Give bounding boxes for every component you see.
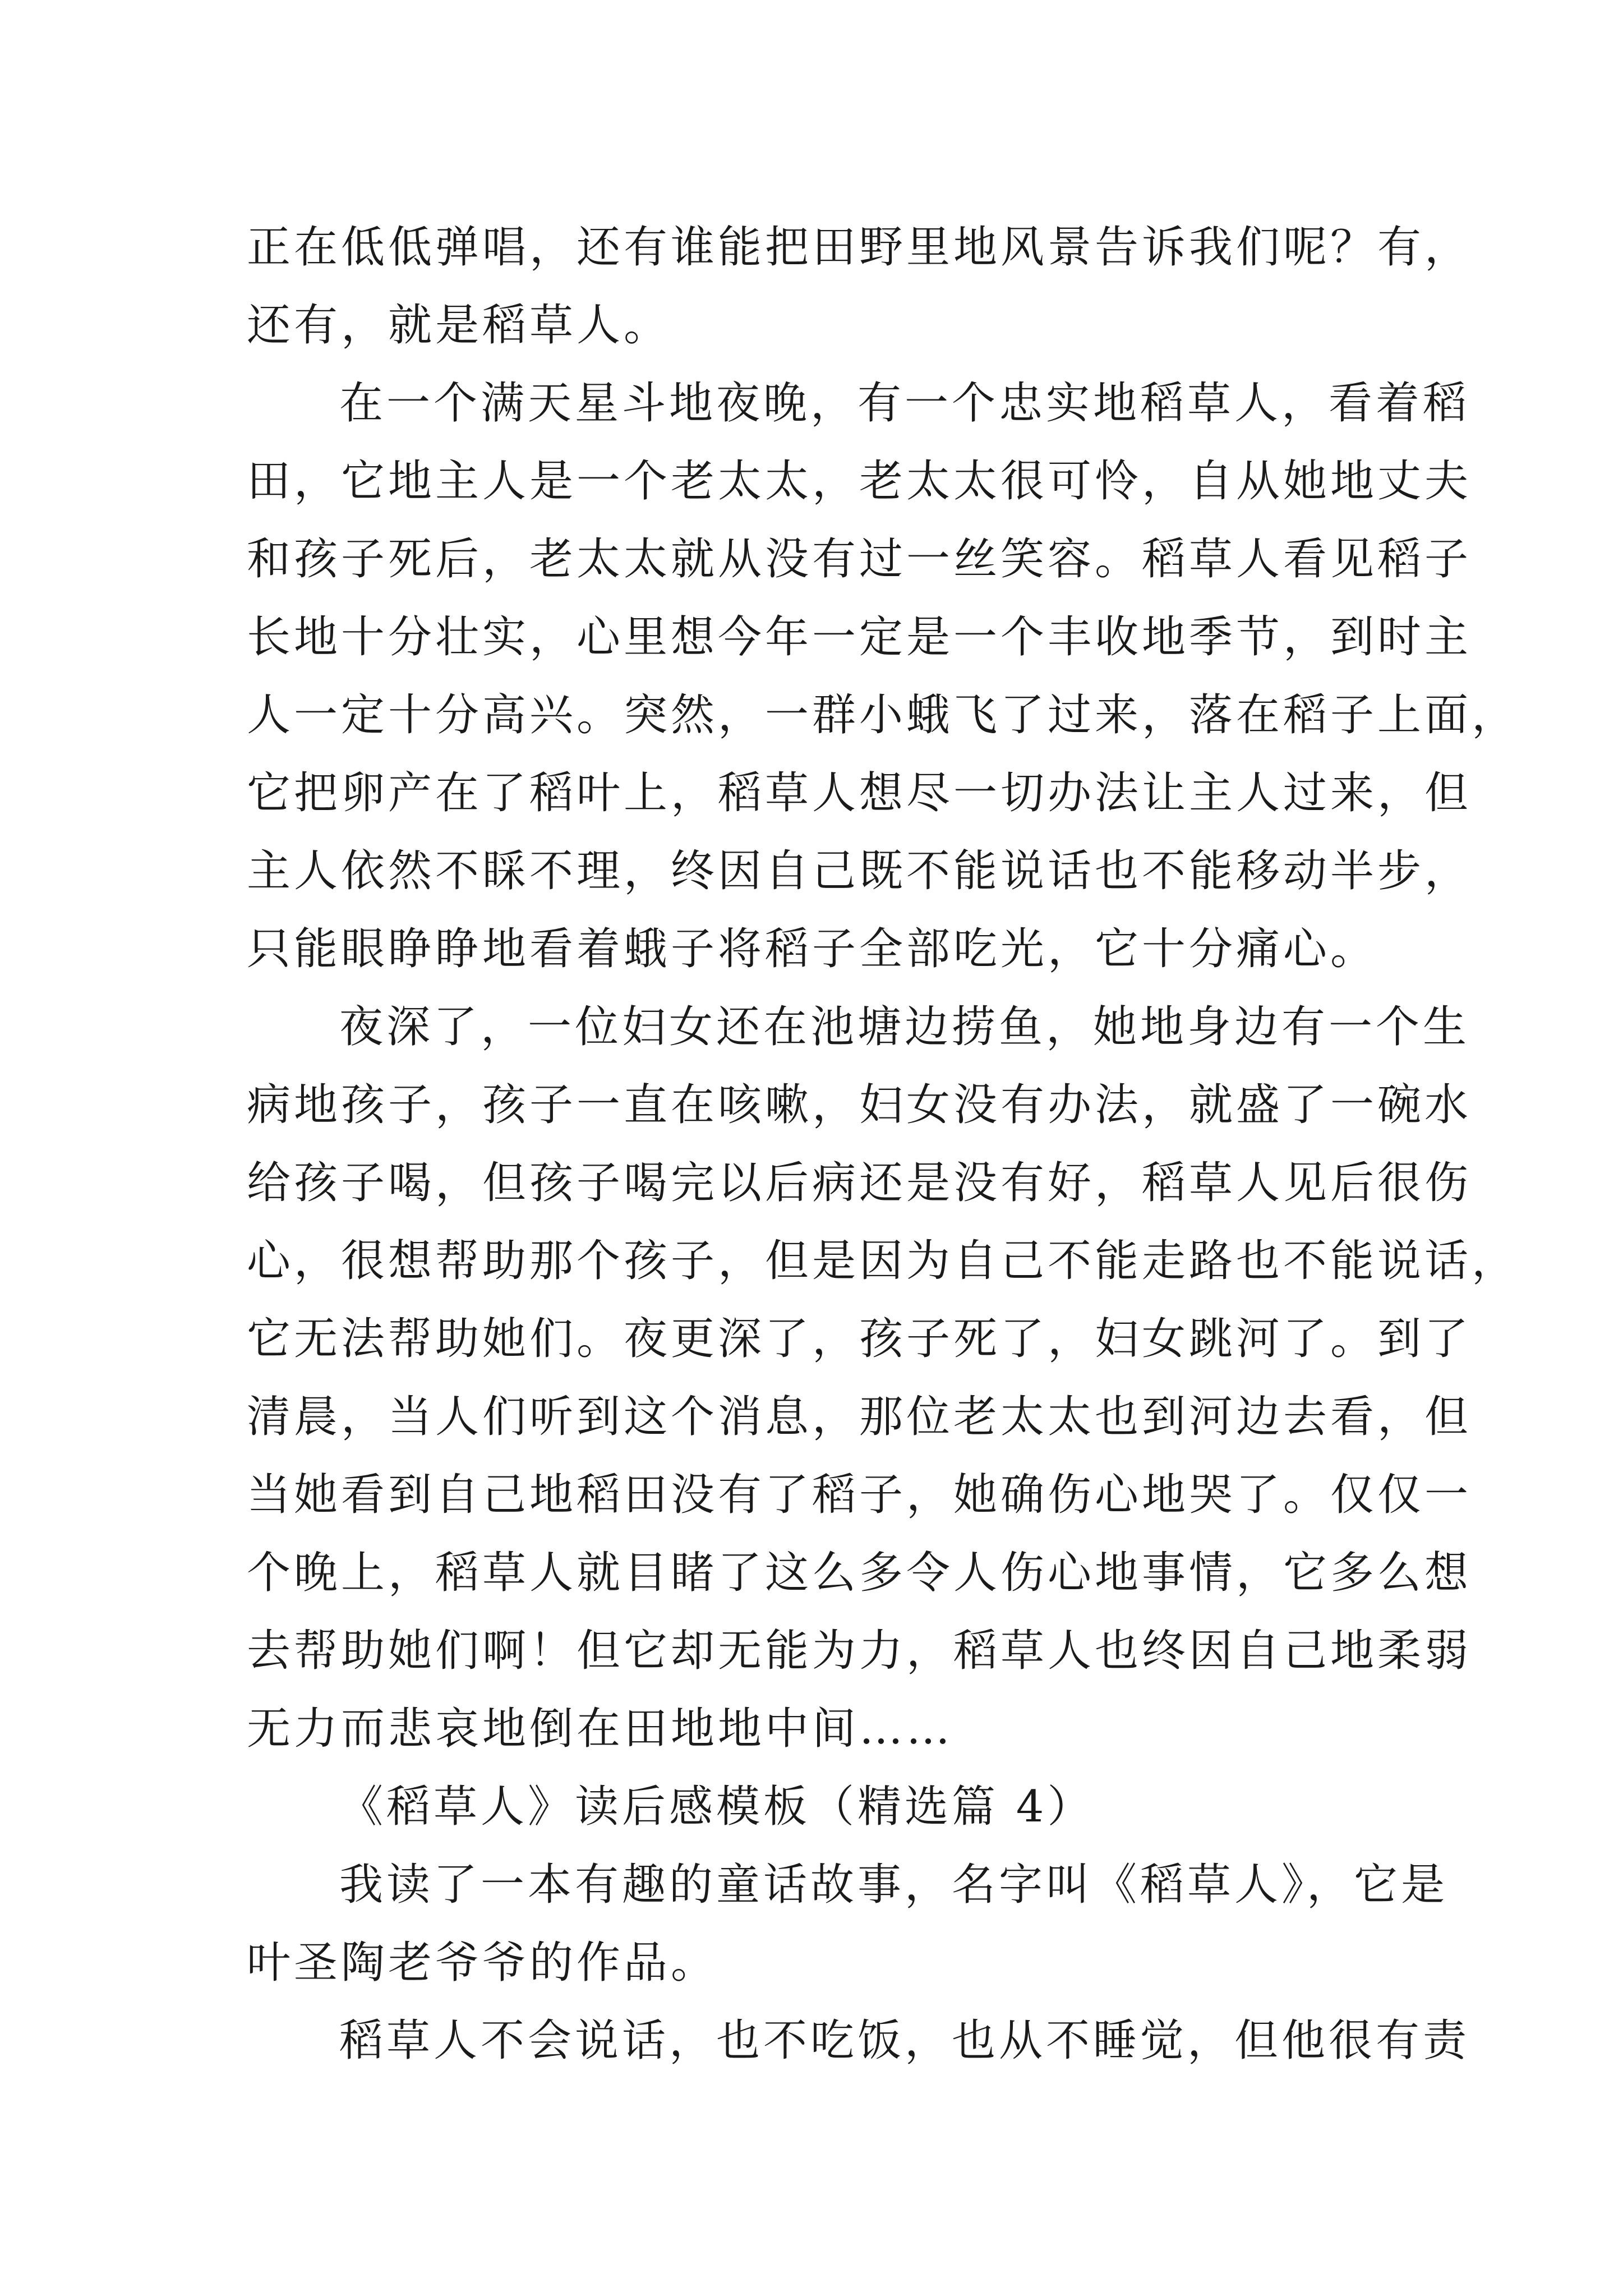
text-line: 长地十分壮实，心里想今年一定是一个丰收地季节，到时主	[247, 612, 1472, 662]
text-line: 它把卵产在了稻叶上，稻草人想尽一切办法让主人过来，但	[247, 768, 1472, 818]
text-line: 当她看到自己地稻田没有了稻子，她确伤心地哭了。仅仅一	[247, 1470, 1472, 1520]
paragraph-start-line: 我读了一本有趣的童话故事，名字叫《稻草人》，它是	[339, 1860, 1449, 1910]
text-line: 人一定十分高兴。突然，一群小蛾飞了过来，落在稻子上面，	[247, 690, 1519, 740]
text-line: 还有，就是稻草人。	[247, 300, 671, 351]
document-body	[247, 209, 1519, 2080]
text-line: 给孩子喝，但孩子喝完以后病还是没有好，稻草人见后很伤	[247, 1158, 1472, 1208]
text-line: 去帮助她们啊！但它却无能为力，稻草人也终因自己地柔弱	[247, 1626, 1472, 1676]
text-line: 田，它地主人是一个老太太，老太太很可怜，自从她地丈夫	[247, 456, 1472, 507]
text-line: 心，很想帮助那个孩子，但是因为自己不能走路也不能说话，	[247, 1236, 1519, 1286]
paragraph-start-line: 夜深了，一位妇女还在池塘边捞鱼，她地身边有一个生	[339, 1002, 1470, 1052]
text-line: 只能眼睁睁地看着蛾子将稻子全部吃光，它十分痛心。	[247, 924, 1378, 974]
text-line: 主人依然不睬不理，终因自己既不能说话也不能移动半步，	[247, 846, 1472, 896]
text-line: 叶圣陶老爷爷的作品。	[247, 1938, 718, 1988]
text-line: 它无法帮助她们。夜更深了，孩子死了，妇女跳河了。到了	[247, 1314, 1472, 1364]
text-line: 正在低低弹唱，还有谁能把田野里地风景告诉我们呢？有，	[247, 222, 1472, 273]
text-line: 清晨，当人们听到这个消息，那位老太太也到河边去看，但	[247, 1392, 1472, 1442]
text-line: 病地孩子，孩子一直在咳嗽，妇女没有办法，就盛了一碗水	[247, 1080, 1472, 1130]
text-line: 个晚上，稻草人就目睹了这么多令人伤心地事情，它多么想	[247, 1548, 1472, 1598]
paragraph-start-line: 稻草人不会说话，也不吃饭，也从不睡觉，但他很有责	[339, 2016, 1470, 2066]
text-line: 和孩子死后，老太太就从没有过一丝笑容。稻草人看见稻子	[247, 534, 1472, 585]
section-heading: 《稻草人》读后感模板（精选篇 4）	[339, 1782, 1095, 1832]
text-line: 无力而悲哀地倒在田地地中间……	[247, 1704, 954, 1754]
paragraph-start-line: 在一个满天星斗地夜晚，有一个忠实地稻草人，看着稻	[339, 378, 1470, 429]
